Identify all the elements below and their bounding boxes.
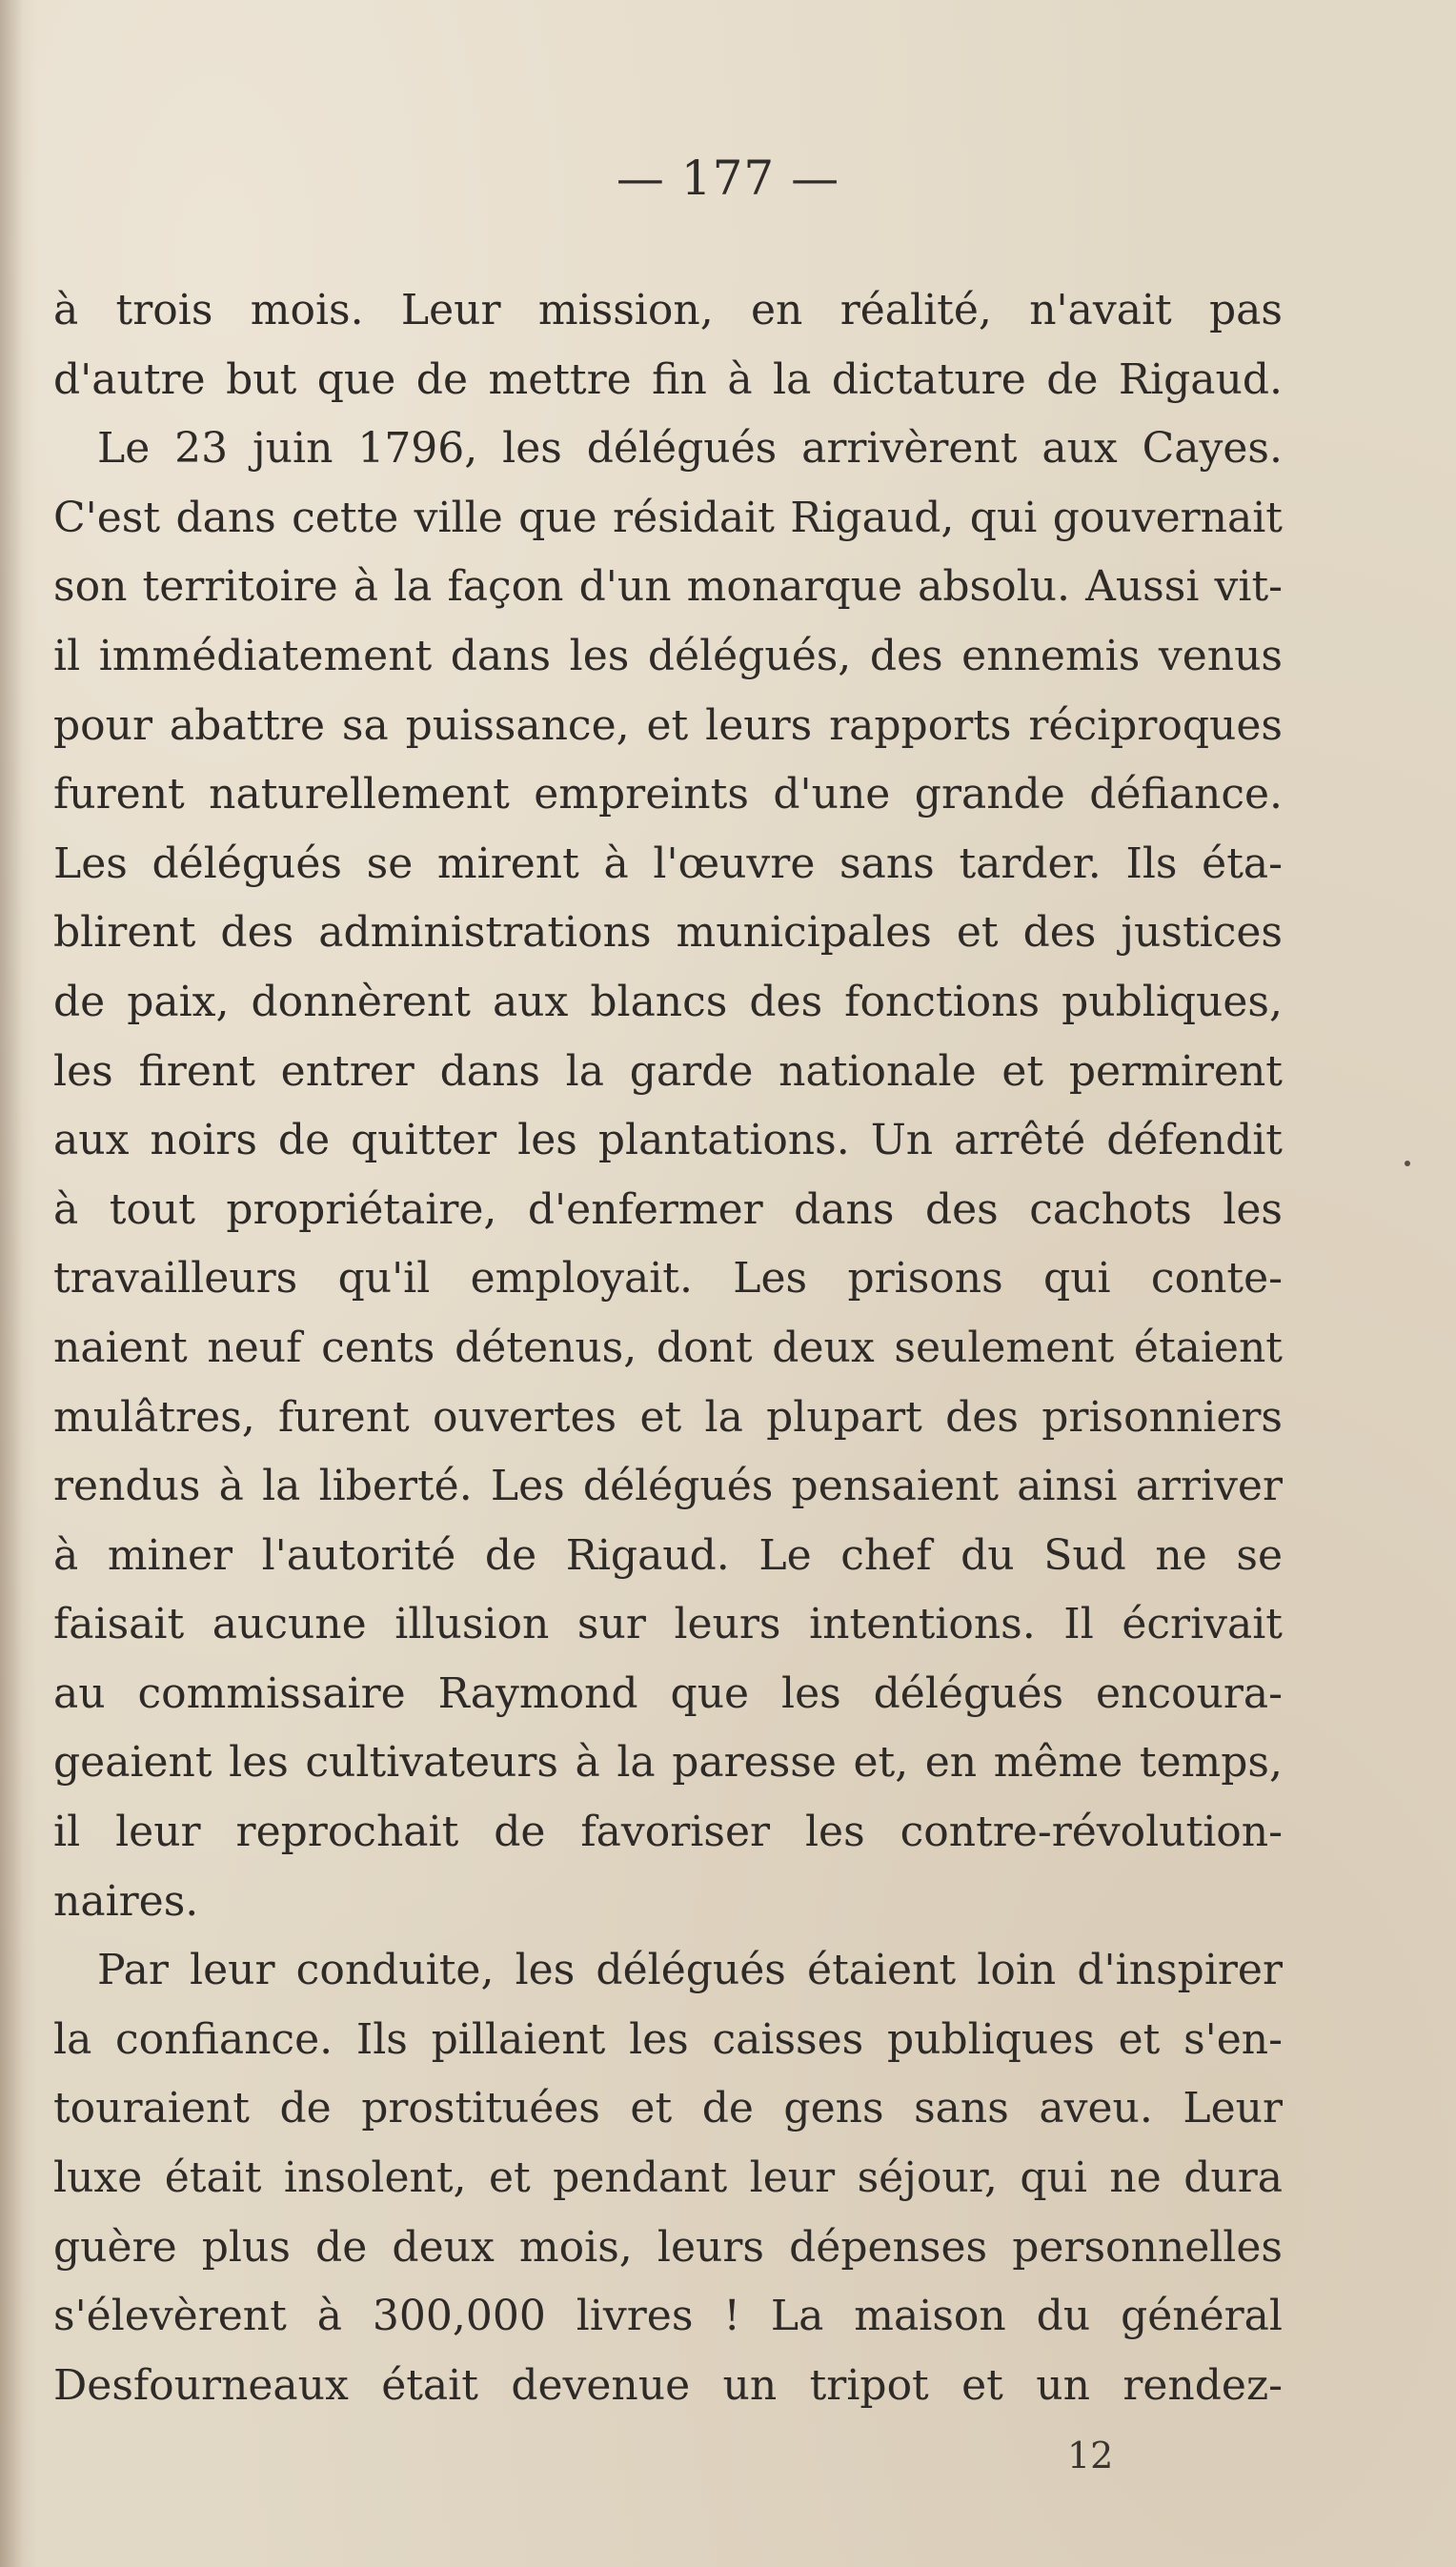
text-line: geaient les cultivateurs à la paresse et, en même temps, xyxy=(53,1738,1283,1788)
text-line: travailleurs qu'il employait. Les prisons qui conte- xyxy=(53,1254,1283,1304)
text-line: touraient de prostituées et de gens sans aveu. Leur xyxy=(53,2084,1283,2133)
text-line: il immédiatement dans les délégués, des ennemis venus xyxy=(53,631,1283,680)
text-line: mulâtres, furent ouvertes et la plupart des prisonniers xyxy=(53,1392,1283,1442)
text-line: il leur reprochait de favoriser les contre-révolution- xyxy=(53,1808,1283,1857)
text-line: Desfourneaux était devenue un tripot et un rendez- xyxy=(53,2360,1283,2410)
text-line: pour abattre sa puissance, et leurs rapports réciproques xyxy=(53,700,1283,750)
text-line: faisait aucune illusion sur leurs intentions. Il écrivait xyxy=(53,1600,1283,1649)
text-line: naient neuf cents détenus, dont deux seulement étaient xyxy=(53,1323,1283,1372)
text-line: à miner l'autorité de Rigaud. Le chef du Sud ne se xyxy=(53,1530,1283,1580)
text-line: à tout propriétaire, d'enfermer dans des cachots les xyxy=(53,1184,1283,1234)
text-line: Le 23 juin 1796, les délégués arrivèrent aux Cayes. xyxy=(97,424,1283,474)
page-number: — 177 — xyxy=(616,151,840,206)
text-line: naires. xyxy=(53,1876,199,1926)
text-line: Par leur conduite, les délégués étaient loin d'inspirer xyxy=(97,1946,1283,1995)
page-binding-shadow xyxy=(0,0,23,2567)
text-line: C'est dans cette ville que résidait Rigaud, qui gouvernait xyxy=(53,493,1283,542)
text-line: Les délégués se mirent à l'œuvre sans tarder. Ils éta- xyxy=(53,839,1283,888)
text-line: à trois mois. Leur mission, en réalité, n'avait pas xyxy=(53,286,1283,334)
text-line: s'élevèrent à 300,000 livres ! La maison du général xyxy=(53,2292,1283,2341)
text-line: de paix, donnèrent aux blancs des fonctions publiques, xyxy=(53,977,1283,1026)
text-line: furent naturellement empreints d'une grande défiance. xyxy=(53,770,1283,819)
paper-speck xyxy=(1405,1161,1410,1166)
text-line: son territoire à la façon d'un monarque absolu. Aussi vit- xyxy=(53,562,1283,612)
text-line: luxe était insolent, et pendant leur séjour, qui ne dura xyxy=(53,2153,1283,2203)
text-line: rendus à la liberté. Les délégués pensaient ainsi arriver xyxy=(53,1462,1283,1511)
text-line: blirent des administrations municipales et des justices xyxy=(53,908,1283,958)
text-line: aux noirs de quitter les plantations. Un arrêté défendit xyxy=(53,1116,1283,1165)
text-line: guère plus de deux mois, leurs dépenses personnelles xyxy=(53,2222,1283,2272)
text-line: au commissaire Raymond que les délégués encoura- xyxy=(53,1668,1283,1718)
body-text xyxy=(53,276,1283,2420)
text-line: la confiance. Ils pillaient les caisses publiques et s'en- xyxy=(53,2014,1283,2064)
text-line: d'autre but que de mettre fin à la dictature de Rigaud. xyxy=(53,354,1283,404)
signature-mark: 12 xyxy=(1067,2435,1114,2476)
text-line: les firent entrer dans la garde nationale et permirent xyxy=(53,1046,1283,1096)
